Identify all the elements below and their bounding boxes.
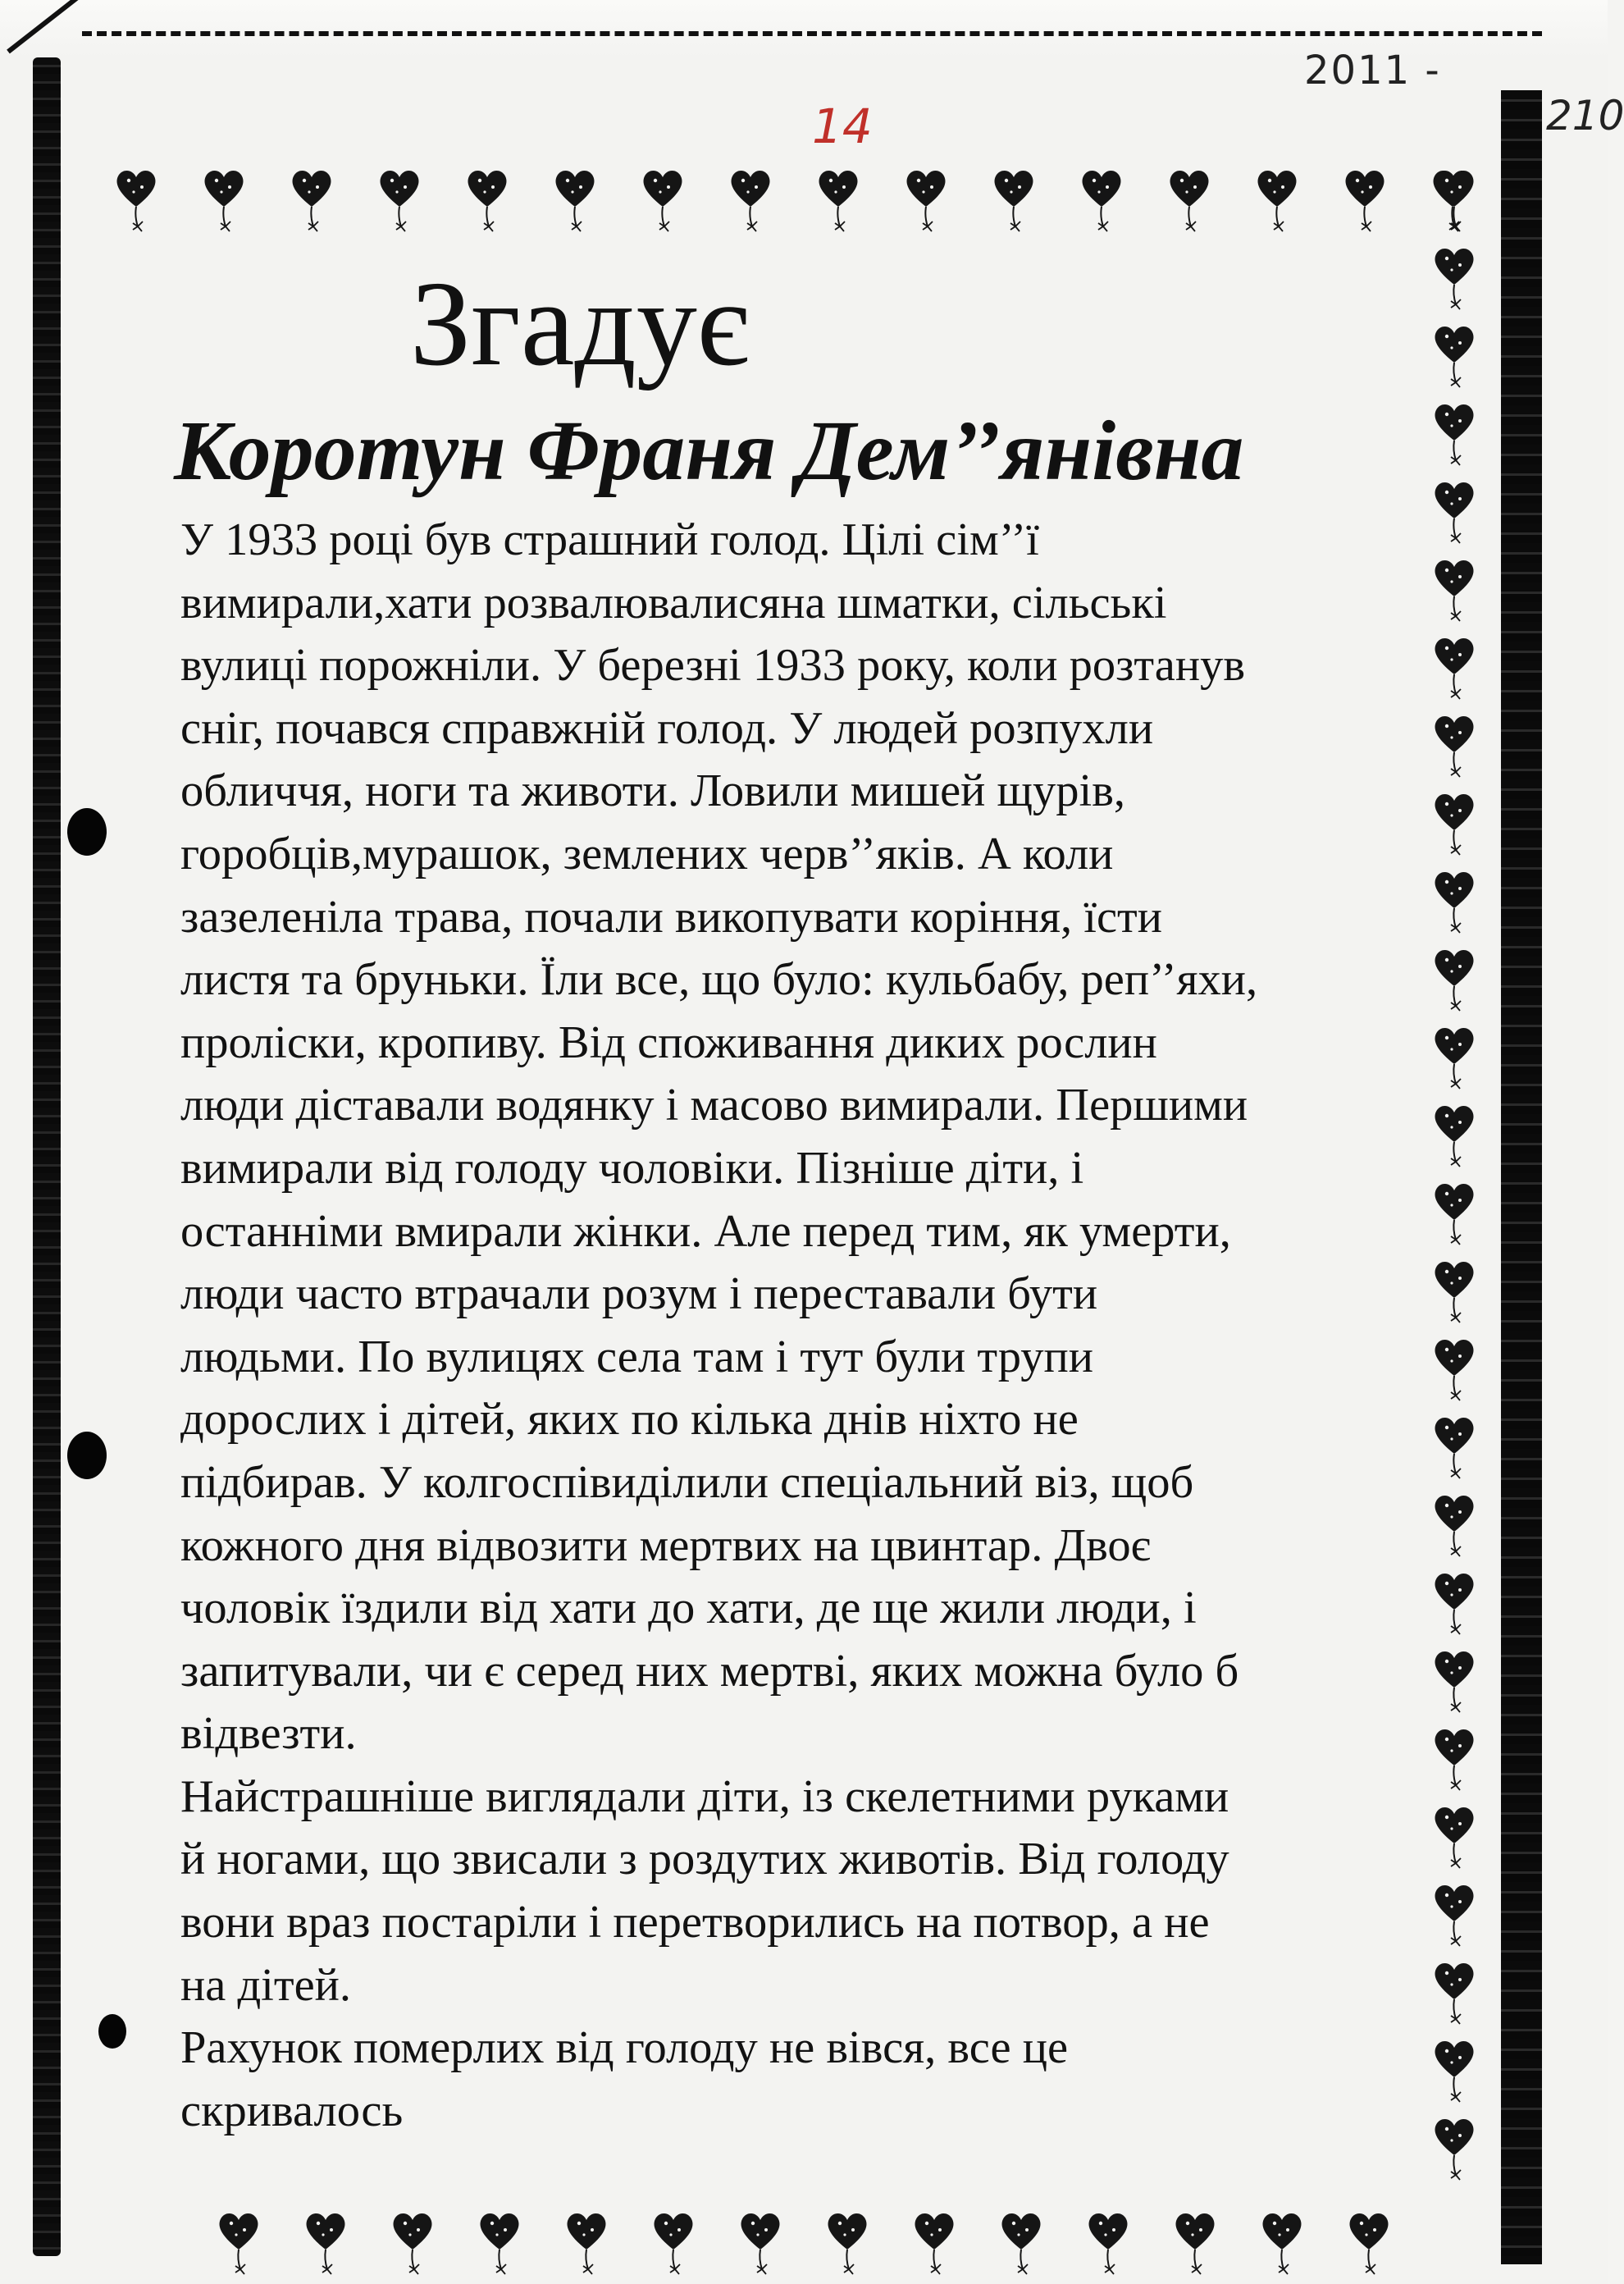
heart-icon (198, 164, 249, 236)
bottom-heart-border (213, 2207, 1394, 2279)
text-line: горобців,мурашок, землених черв’’яків. А коли (180, 828, 1114, 879)
heart-icon (1252, 164, 1302, 236)
heart-icon (996, 2207, 1047, 2279)
top-heart-border (111, 164, 1478, 236)
punch-hole-2 (67, 1432, 107, 1479)
heart-icon (988, 164, 1039, 236)
heart-icon (725, 164, 776, 236)
text-line: люди часто втрачали розум і переставали бути (180, 1268, 1098, 1320)
text-line: вимирали від голоду чоловіки. Пізніше діти, і (180, 1142, 1084, 1194)
text-line: проліски, кропиву. Від споживання диких рослин (180, 1016, 1157, 1068)
text-line: сніг, почався справжній голод. У людей розпухли (180, 702, 1154, 754)
heart-icon (387, 2207, 438, 2279)
heart-icon (901, 164, 951, 236)
text-line: вимирали,хати розвалювалисяна шматки, сільські (180, 577, 1167, 628)
text-line: вони враз постаріли і перетворились на потвор, а не (180, 1897, 1210, 1948)
heart-icon (1429, 398, 1480, 470)
text-line: чоловік їздили від хати до хати, де ще жили люди, і (180, 1583, 1197, 1634)
page-number: 210 (1546, 92, 1624, 139)
punch-hole-3 (98, 2014, 126, 2049)
heart-icon (374, 164, 425, 236)
author-name: Коротун Франя Дем’’янівна (174, 404, 1244, 498)
text-line: скривалось (180, 2085, 404, 2136)
text-line: запитували, чи є серед них мертві, яких можна було б (180, 1645, 1239, 1697)
heart-icon (462, 164, 513, 236)
handwritten-note: 2011 - (1304, 48, 1441, 94)
left-frame-border (33, 57, 61, 2256)
text-line: люди діставали водянку і масово вимирали. Першими (180, 1080, 1248, 1131)
memoir-text (180, 509, 1460, 2142)
heart-icon (1076, 164, 1127, 236)
text-line: останніми вмирали жінки. Але перед тим, як умерти, (180, 1205, 1231, 1257)
heart-icon (1339, 164, 1390, 236)
heart-icon (1429, 320, 1480, 392)
text-line: кожного дня відвозити мертвих на цвинтар. Двоє (180, 1519, 1151, 1571)
text-line: зазеленіла трава, почали викопувати коріння, їсти (180, 891, 1162, 943)
text-line: підбирав. У колгоспівиділили спеціальний віз, щоб (180, 1456, 1194, 1508)
text-line: відвезти. (180, 1708, 357, 1760)
heart-icon (561, 2207, 612, 2279)
text-line: Рахунок померлих від голоду не вівся, все це (180, 2022, 1069, 2074)
heart-icon (822, 2207, 873, 2279)
text-line: людьми. По вулицях села там і тут були трупи (180, 1331, 1093, 1382)
heart-icon (300, 2207, 351, 2279)
heart-icon (909, 2207, 960, 2279)
heart-icon (735, 2207, 786, 2279)
heart-icon (111, 164, 162, 236)
heart-icon (550, 164, 600, 236)
heart-icon (286, 164, 337, 236)
heart-icon (213, 2207, 264, 2279)
text-line: дорослих і дітей, яких по кілька днів ніхто не (180, 1394, 1079, 1446)
text-line: й ногами, що звисали з роздутих животів. Від голоду (180, 1834, 1229, 1885)
scan-top-dash (82, 31, 1542, 36)
heart-icon (1257, 2207, 1307, 2279)
heart-icon (1343, 2207, 1394, 2279)
heart-icon (813, 164, 864, 236)
heart-icon (474, 2207, 525, 2279)
heart-icon (1164, 164, 1215, 236)
text-line: Найстрашніше виглядали діти, із скелетними руками (180, 1770, 1229, 1822)
text-line: У 1933 році був страшний голод. Цілі сім’’ї (180, 514, 1039, 565)
heart-icon (1170, 2207, 1220, 2279)
heart-icon (1429, 242, 1480, 314)
heart-icon (1083, 2207, 1134, 2279)
punch-hole-1 (67, 808, 107, 856)
heart-icon (637, 164, 688, 236)
folio-number: 14 (812, 98, 873, 154)
text-line: обличчя, ноги та животи. Ловили мишей щурів, (180, 765, 1126, 817)
page-title: Згадує (410, 257, 750, 391)
text-line: листя та бруньки. Їли все, що було: кульбабу, реп’’яхи, (180, 954, 1258, 1006)
heart-icon (1429, 164, 1480, 236)
text-line: вулиці порожніли. У березні 1933 року, коли розтанув (180, 640, 1246, 692)
text-line: на дітей. (180, 1959, 352, 2011)
right-frame-border (1501, 90, 1542, 2264)
heart-icon (648, 2207, 699, 2279)
